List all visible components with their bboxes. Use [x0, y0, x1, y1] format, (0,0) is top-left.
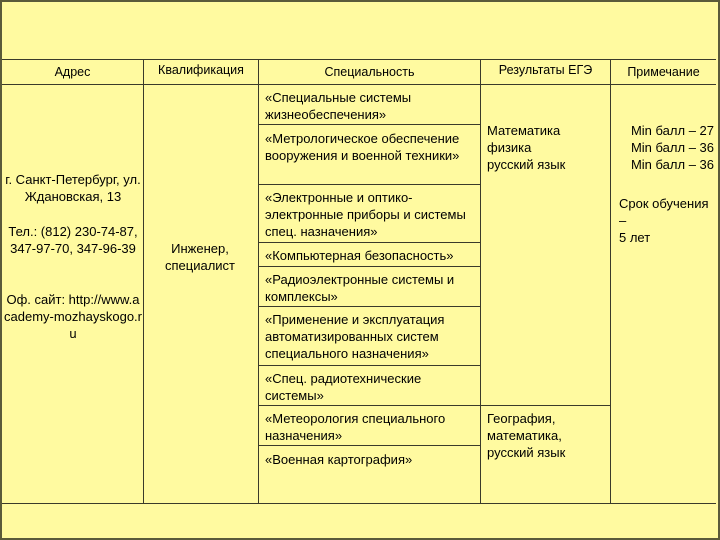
header-address: Адрес [54, 65, 91, 79]
address-phone: Тел.: (812) 230-74-87, 347-97-70, 347-96-39 [8, 224, 138, 256]
row-divider [258, 124, 480, 125]
exam-results-group-2: География, математика, русский язык [487, 411, 566, 460]
specialty-item: «Военная картография» [265, 452, 413, 467]
row-divider [258, 242, 480, 243]
specialty-item: «Радиоэлектронные системы и комплексы» [265, 272, 455, 304]
exam-results-group-1: Математика физика русский язык [487, 123, 566, 172]
column-divider-1 [143, 59, 144, 504]
row-divider [258, 184, 480, 185]
specialty-item: «Метрологическое обеспечение вооружения и военной техники» [265, 131, 460, 163]
header-note: Примечание [627, 65, 700, 79]
table-bottom-border [2, 503, 716, 504]
specialty-item: «Применение и эксплуатация автоматизированных систем специального назначения» [265, 312, 445, 361]
specialty-item: «Метеорология специального назначения» [265, 411, 446, 443]
qualification-value: Инженер, специалист [164, 241, 235, 273]
address-site: Оф. сайт: http://www.academy-mozhayskogo.ru [4, 292, 142, 341]
row-divider [258, 405, 610, 406]
address-street: г. Санкт-Петербург, ул. Ждановская, 13 [5, 172, 141, 204]
specialty-item: «Спец. радиотехнические системы» [265, 371, 422, 403]
specialty-item: «Специальные системы жизнеобеспечения» [265, 90, 412, 122]
column-divider-3 [480, 59, 481, 504]
note-min-scores: Min балл – 27 Min балл – 36 Min балл – 36 [630, 123, 714, 172]
row-divider [258, 266, 480, 267]
header-qualification: Квалификация [158, 63, 244, 77]
column-divider-2 [258, 59, 259, 504]
table-top-border [2, 59, 716, 60]
header-exam-results: Результаты ЕГЭ [498, 63, 593, 77]
header-specialty: Специальность [324, 65, 415, 79]
note-duration: Срок обучения – 5 лет [619, 196, 709, 245]
row-divider [258, 306, 480, 307]
header-bottom-border [2, 84, 716, 85]
row-divider [258, 365, 480, 366]
specialty-item: «Электронные и оптико-электронные приборы и системы спец. назначения» [265, 190, 466, 239]
specialty-item: «Компьютерная безопасность» [265, 248, 454, 263]
row-divider [258, 445, 480, 446]
column-divider-4 [610, 59, 611, 504]
